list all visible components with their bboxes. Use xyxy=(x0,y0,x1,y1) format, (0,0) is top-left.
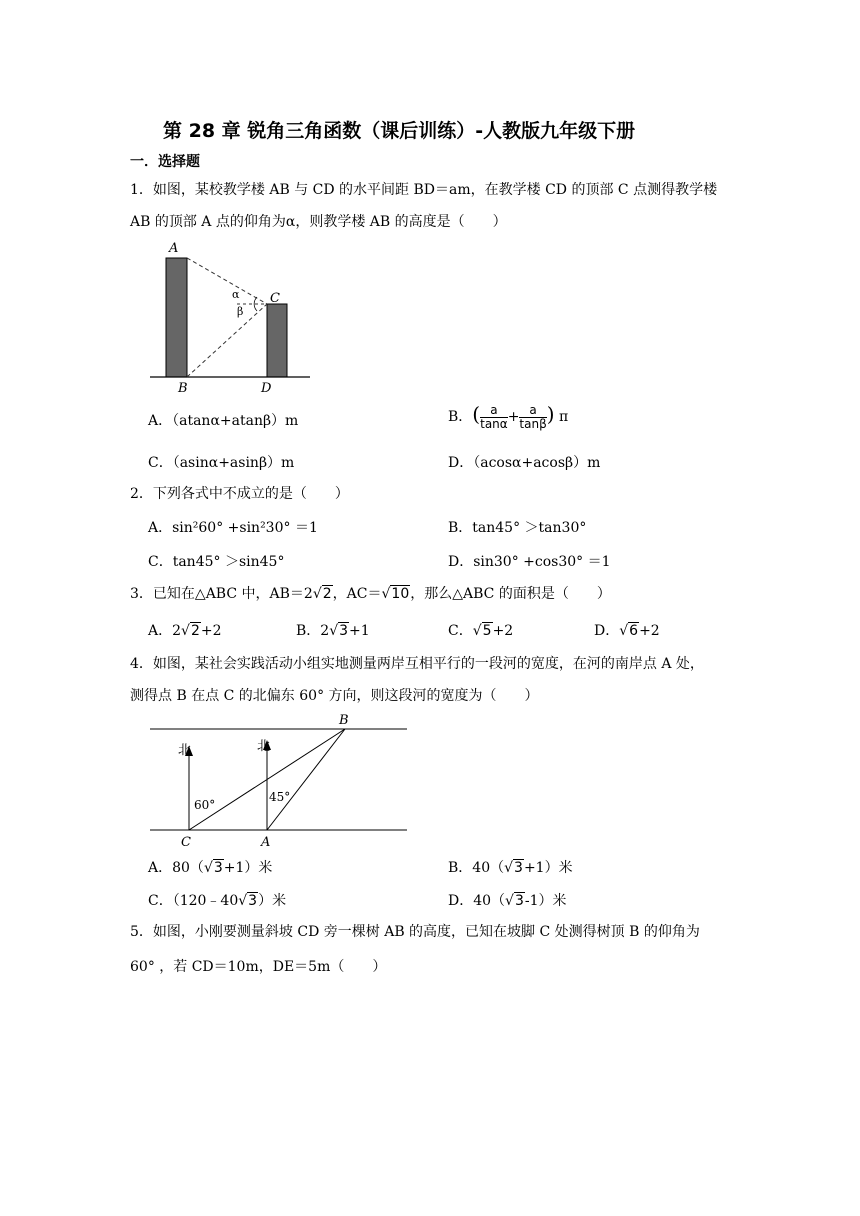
question-2-text: 下列各式中不成立的是（ ） xyxy=(152,486,349,502)
q2-option-b[interactable]: B．tan45° ＞tan30° xyxy=(448,520,587,536)
q4-option-c[interactable]: C．（120﹣40√3）米 xyxy=(148,893,287,909)
q1-option-a[interactable]: A．（atanα+atanβ）m xyxy=(148,413,299,429)
question-4-line-2: 测得点 B 在点 C 的北偏东 60° 方向，则这段河的宽度为（ ） xyxy=(130,688,539,704)
label-45-degree: 45° xyxy=(269,790,291,804)
question-3-text-post: ，那么△ABC 的面积是（ ） xyxy=(410,586,611,602)
question-4-line-1 xyxy=(130,654,704,674)
label-north-2: 北 xyxy=(257,739,271,754)
q1-fraction-1: $\frac{a}{\tan\alpha}$ xyxy=(480,402,508,431)
q3-option-d[interactable]: D．√6+2 xyxy=(594,623,660,639)
q4-option-d[interactable]: D．40（√3-1）米 xyxy=(448,893,567,909)
label-c: C xyxy=(270,291,280,306)
sightline-cb xyxy=(187,304,267,377)
q3-option-b[interactable]: B．2√3+1 xyxy=(296,623,370,639)
question-5-line-2: 60° ，若 CD＝10m，DE＝5m（ ） xyxy=(130,959,387,975)
label-b: B xyxy=(178,381,188,396)
q3-ab-radicand: 2 xyxy=(322,586,332,602)
q2-option-c[interactable]: C．tan45° ＞sin45° xyxy=(148,554,285,570)
page-title: 第 28 章 锐角三角函数（课后训练）-人教版九年级下册 xyxy=(163,120,636,142)
label-a: A xyxy=(169,241,179,256)
question-3-text-pre: 已知在△ABC 中，AB＝2 xyxy=(152,586,313,602)
q1-option-c[interactable]: C．（asinα+asinβ）m xyxy=(148,455,295,471)
question-5-number: 5． xyxy=(130,924,153,940)
question-1-number: 1． xyxy=(130,182,153,198)
q4-option-a[interactable]: A．80（√3+1）米 xyxy=(148,860,273,876)
q1-option-b[interactable]: B．( $\frac{a}{\tan\alpha}$ + $\frac{a}{\tan\beta}$ ) π xyxy=(448,402,569,431)
question-1-text-1: 如图，某校教学楼 AB 与 CD 的水平间距 BD＝am，在教学楼 CD 的顶部 C 点测得教学楼 xyxy=(152,182,718,198)
label-d: D xyxy=(261,381,272,396)
question-2-line xyxy=(130,484,349,504)
q3-ac-radicand: 10 xyxy=(391,586,410,602)
label-beta: β xyxy=(237,305,244,318)
question-3-line: 3．已知在△ABC 中，AB＝2√2，AC＝√10，那么△ABC 的面积是（ ） xyxy=(130,586,611,602)
label-c: C xyxy=(181,835,191,850)
question-1-figure xyxy=(145,240,325,396)
question-4-text-1: 如图，某社会实践活动小组实地测量两岸互相平行的一段河的宽度，在河的南岸点 A 处， xyxy=(152,656,704,672)
q2-option-a[interactable]: A．sin²60° +sin²30° ＝1 xyxy=(148,520,318,536)
question-4-number: 4． xyxy=(130,656,153,672)
q4-option-b[interactable]: B．40（√3+1）米 xyxy=(448,860,573,876)
q1-option-b-label: B． xyxy=(448,409,473,425)
q2-option-d[interactable]: D．sin30° +cos30° ＝1 xyxy=(448,554,611,570)
building-cd xyxy=(267,304,287,377)
question-1-line-1 xyxy=(130,180,717,200)
question-3-number: 3． xyxy=(130,586,153,602)
question-3-text-mid: ，AC＝ xyxy=(332,586,382,602)
section-heading: 一．选择题 xyxy=(130,154,200,170)
q1-option-b-unit: π xyxy=(559,409,569,425)
label-a: A xyxy=(261,835,271,850)
q1-option-d[interactable]: D．（acosα+acosβ）m xyxy=(448,455,601,471)
label-north-1: 北 xyxy=(178,743,192,758)
question-1-line-2: AB 的顶部 A 点的仰角为α，则教学楼 AB 的高度是（ ） xyxy=(130,214,507,230)
label-60-degree: 60° xyxy=(194,798,216,812)
sightline-ca xyxy=(187,258,267,304)
question-2-number: 2． xyxy=(130,486,153,502)
label-b: B xyxy=(339,713,349,728)
q3-option-a[interactable]: A．2√2+2 xyxy=(148,623,222,639)
line-ab xyxy=(267,729,345,830)
question-5-text-1: 如图，小刚要测量斜坡 CD 旁一棵树 AB 的高度，已知在坡脚 C 处测得树顶 B 的仰角为 xyxy=(152,924,700,940)
q3-option-c[interactable]: C．√5+2 xyxy=(448,623,514,639)
label-alpha: α xyxy=(232,288,240,301)
question-4-figure xyxy=(145,710,415,850)
question-5-line-1 xyxy=(130,922,700,942)
building-ab xyxy=(166,258,187,377)
q1-fraction-2: $\frac{a}{\tan\beta}$ xyxy=(519,402,547,431)
